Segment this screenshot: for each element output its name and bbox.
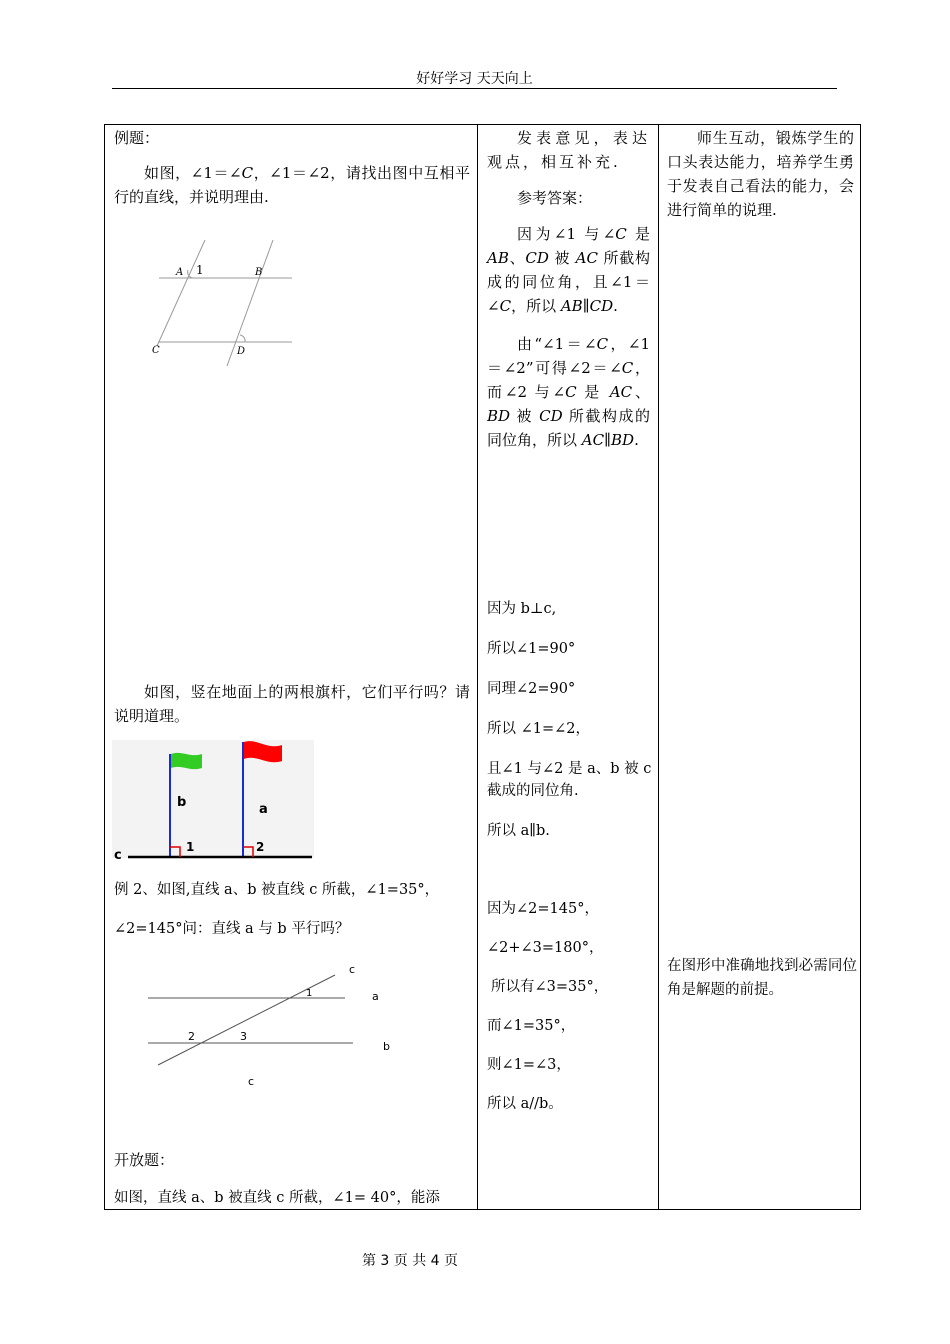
ex2-answer-line: 因为∠2=145°， bbox=[487, 901, 599, 917]
example2-line2: ∠2=145°问：直线 a 与 b 平行吗？ bbox=[114, 921, 350, 937]
right-column bbox=[667, 126, 854, 222]
ex2-answer-line: 所以 a//b。 bbox=[487, 1096, 563, 1112]
label-D: D bbox=[237, 346, 246, 357]
open-text: 如图，直线 a、b 被直线 c 所截，∠1= 40°，能添 bbox=[114, 1190, 440, 1206]
label-angle-1: 1 bbox=[306, 988, 313, 999]
label-b: b bbox=[177, 795, 187, 810]
reference-answer-title: 参考答案： bbox=[517, 189, 593, 207]
flag-answer-line: 所以 a∥b. bbox=[487, 823, 550, 839]
label-c-bottom: c bbox=[248, 1075, 255, 1088]
ex2-answer-line: 而∠1=35°， bbox=[487, 1018, 576, 1034]
column-divider-2 bbox=[658, 125, 659, 1209]
label-c-top: c bbox=[349, 963, 356, 976]
label-b: b bbox=[383, 1040, 390, 1053]
teacher-note-1: 师生互动，锻炼学生的口头表达能力，培养学生勇于发表自己看法的能力，会进行简单的说理. bbox=[667, 129, 854, 219]
line-bd bbox=[227, 240, 273, 366]
green-flag bbox=[171, 753, 202, 769]
parallelogram-figure bbox=[145, 238, 305, 370]
ex2-answer-line: ∠2+∠3=180°， bbox=[487, 940, 604, 956]
flag-answer-line: 所以 ∠1=∠2， bbox=[487, 721, 591, 737]
figure-background bbox=[112, 740, 314, 858]
right-column-note bbox=[667, 954, 857, 1002]
flag-answer-line: 且∠1 与∠2 是 a、b 被 c 截成的同位角. bbox=[487, 761, 652, 799]
answer-1: 因为∠1 与∠C 是 AB、CD 被 AC 所截构成的同位角，且∠1＝∠C，所以 AB∥CD. bbox=[487, 225, 650, 315]
label-1: 1 bbox=[196, 263, 204, 277]
flagpole-figure bbox=[112, 740, 317, 865]
flag-question-block bbox=[114, 680, 470, 728]
label-angle-3: 3 bbox=[240, 1030, 247, 1043]
flag-answer-line: 所以∠1=90° bbox=[487, 641, 576, 657]
label-angle-2: 2 bbox=[188, 1030, 195, 1043]
example2-block bbox=[114, 878, 474, 941]
teacher-note-2: 在图形中准确地找到必需同位角是解题的前提。 bbox=[667, 958, 857, 998]
page-header: 好好学习 天天向上 bbox=[416, 71, 533, 87]
label-c: c bbox=[114, 848, 122, 863]
middle-column bbox=[487, 126, 650, 452]
flag-answer-line: 因为 b⊥c, bbox=[487, 601, 557, 617]
line-ac bbox=[157, 240, 205, 346]
open-question-block bbox=[114, 1148, 474, 1210]
label-B: B bbox=[255, 267, 263, 278]
column-divider-1 bbox=[477, 125, 478, 1209]
ex2-answer-line: 所以有∠3=35°， bbox=[491, 979, 609, 995]
open-title: 开放题： bbox=[114, 1151, 175, 1169]
example2-answer-block bbox=[487, 898, 652, 1115]
discussion-text: 发表意见，表达观点，相互补充. bbox=[487, 129, 650, 171]
example-text: 如图，∠1＝∠C，∠1＝∠2，请找出图中互相平行的直线，并说明理由. bbox=[114, 164, 470, 206]
flag-question: 如图，竖在地面上的两根旗杆，它们平行吗？请说明道理。 bbox=[114, 683, 470, 725]
label-a: a bbox=[259, 802, 268, 817]
label-a: a bbox=[372, 990, 379, 1003]
answer-2: 由“∠1＝∠C，∠1＝∠2”可得∠2＝∠C，而∠2 与∠C 是 AC、BD 被 CD 所截构成的同位角，所以 AC∥BD. bbox=[487, 335, 650, 449]
label-angle-2: 2 bbox=[256, 840, 265, 854]
angle-d-arc bbox=[240, 335, 245, 342]
flag-answer-block bbox=[487, 598, 652, 842]
label-C: C bbox=[152, 345, 160, 356]
label-angle-1: 1 bbox=[186, 840, 195, 854]
transversal-figure bbox=[140, 958, 405, 1093]
left-column bbox=[114, 126, 470, 209]
example2-line1: 例 2、如图,直线 a、b 被直线 c 所截，∠1=35°， bbox=[114, 882, 440, 898]
ex2-answer-line: 则∠1=∠3， bbox=[487, 1057, 571, 1073]
page-footer: 第 3 页 共 4 页 bbox=[361, 1253, 459, 1269]
header-rule bbox=[112, 88, 837, 89]
flag-answer-line: 同理∠2=90° bbox=[487, 681, 576, 697]
label-A: A bbox=[176, 267, 184, 278]
example-title: 例题： bbox=[114, 129, 160, 147]
